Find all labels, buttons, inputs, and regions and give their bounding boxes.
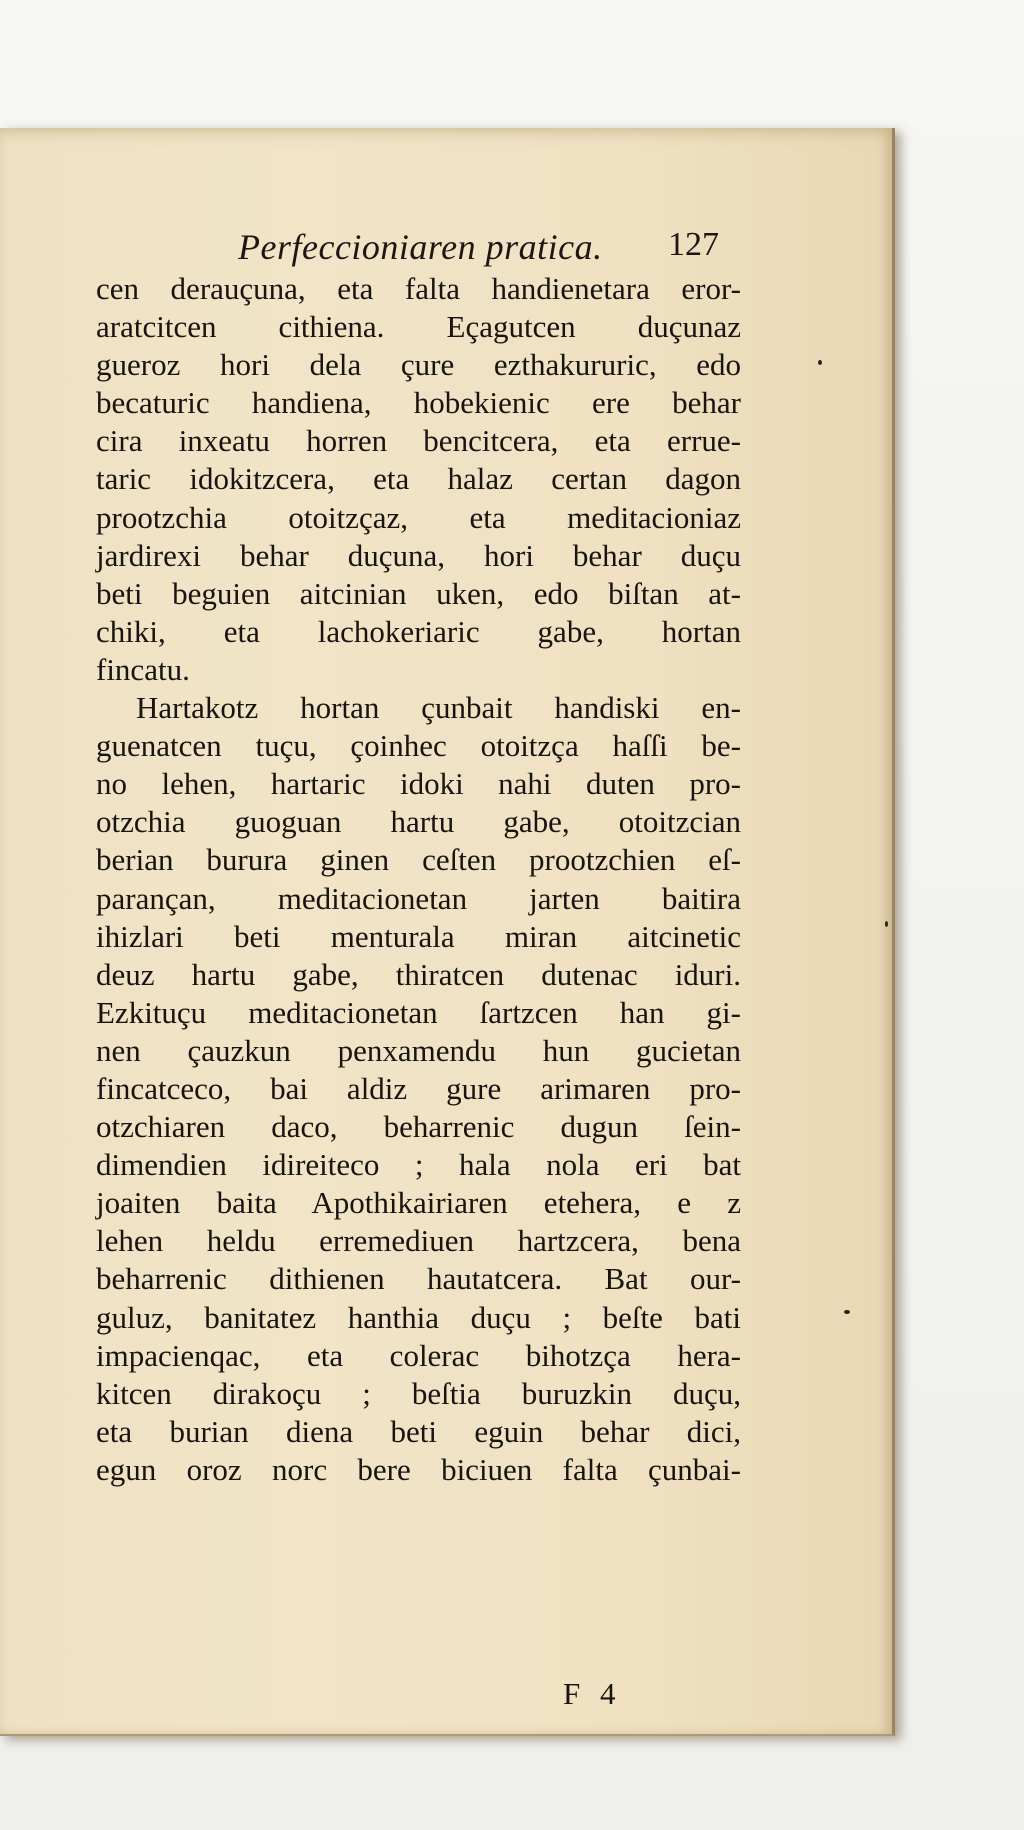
text-line: Hartakotz hortan çunbait handiski en-: [136, 690, 741, 726]
text-line: lehen heldu erremediuen hartzcera, bena: [96, 1223, 741, 1259]
text-line: aratcitcen cithiena. Eçagutcen duçunaz: [96, 309, 741, 345]
body-text: [96, 270, 741, 1489]
text-line: chiki, eta lachokeriaric gabe, hortan: [96, 613, 741, 649]
text-line: gueroz hori dela çure ezthakururic, edo: [96, 347, 741, 383]
text-line: otzchia guoguan hartu gabe, otoitzcian: [96, 804, 741, 840]
text-line: joaiten baita Apothikairiaren etehera, e z: [96, 1185, 741, 1221]
text-line: nen çauzkun penxamendu hun gucietan: [96, 1032, 741, 1068]
text-line: ihizlari beti menturala miran aitcinetic: [96, 918, 741, 954]
book-page: [0, 128, 895, 1736]
signature-line: [0, 1676, 895, 1716]
text-line: prootzchia otoitzçaz, eta meditacioniaz: [96, 499, 741, 535]
running-head: [0, 226, 895, 276]
ink-speck: [844, 1310, 850, 1314]
text-line: fincatu.: [96, 651, 190, 687]
text-line: dimendien idireiteco ; hala nola eri bat: [96, 1147, 741, 1183]
page-number: 127: [668, 226, 719, 263]
text-line: beti beguien aitcinian uken, edo biſtan at-: [96, 575, 741, 611]
text-line: cira inxeatu horren bencitcera, eta errue-: [96, 423, 741, 459]
text-line: eta burian diena beti eguin behar dici,: [96, 1413, 741, 1449]
text-line: cen derauçuna, eta falta handienetara eror-: [96, 271, 741, 306]
text-line: fincatceco, bai aldiz gure arimaren pro-: [96, 1070, 741, 1106]
text-line: impacienqac, eta colerac bihotzça hera-: [96, 1337, 741, 1373]
signature-mark: F 4: [563, 1676, 622, 1711]
text-line: parançan, meditacionetan jarten baitira: [96, 880, 741, 916]
text-line: jardirexi behar duçuna, hori behar duçu: [96, 537, 741, 573]
text-line: egun oroz norc bere biciuen falta çunbai-: [96, 1451, 741, 1487]
text-line: berian burura ginen ceſten prootzchien eſ-: [96, 842, 741, 878]
text-line: taric idokitzcera, eta halaz certan dagon: [96, 461, 741, 497]
text-line: guenatcen tuçu, çoinhec otoitzça haſſi be-: [96, 728, 741, 764]
ink-speck: [818, 360, 822, 365]
text-line: guluz, banitatez hanthia duçu ; beſte bati: [96, 1299, 741, 1335]
text-line: deuz hartu gabe, thiratcen dutenac iduri.: [96, 956, 741, 992]
text-line: Ezkituçu meditacionetan ſartzcen han gi-: [96, 994, 741, 1030]
text-line: no lehen, hartaric idoki nahi duten pro-: [96, 766, 741, 802]
ink-speck: [885, 921, 888, 927]
text-line: otzchiaren daco, beharrenic dugun ſein-: [96, 1109, 741, 1145]
text-line: beharrenic dithienen hautatcera. Bat our-: [96, 1261, 741, 1297]
running-title: Perfeccioniaren pratica.: [238, 227, 603, 267]
text-line: kitcen dirakoçu ; beſtia buruzkin duçu,: [96, 1375, 741, 1411]
text-line: becaturic handiena, hobekienic ere behar: [96, 385, 741, 421]
